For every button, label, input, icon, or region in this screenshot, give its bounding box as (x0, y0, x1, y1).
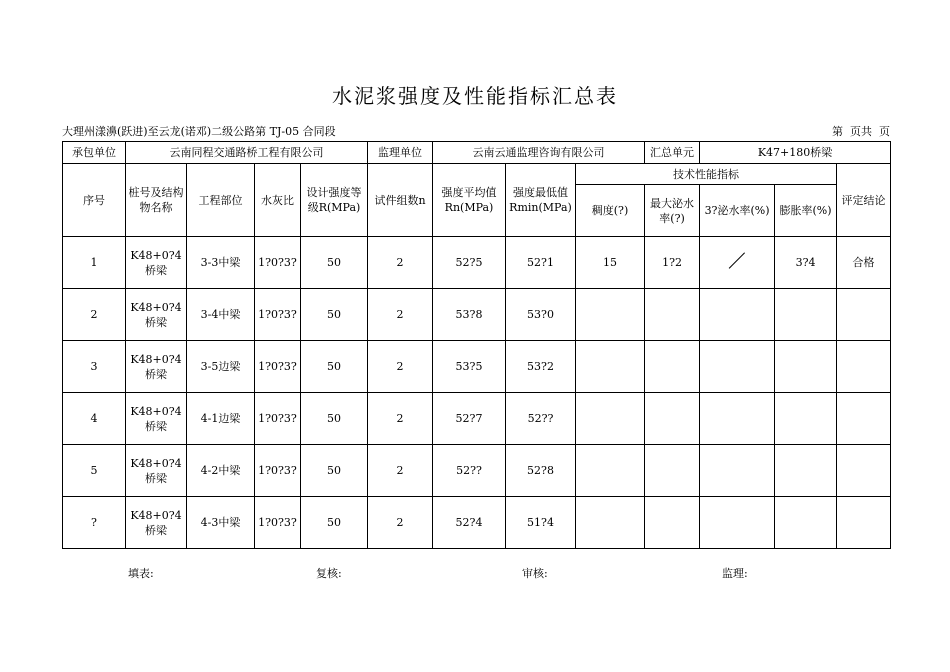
cell-grade: 50 (301, 497, 368, 549)
table-row (63, 237, 891, 289)
summary-label: 汇总单元 (645, 142, 700, 164)
cell-expansion (775, 289, 837, 341)
cell-pile: K48+0?4桥梁 (126, 445, 187, 497)
col-max-bleed: 最大泌水率(?) (645, 185, 700, 237)
cell-min: 52?? (506, 393, 576, 445)
cell-min: 53?0 (506, 289, 576, 341)
column-header-row (63, 164, 891, 185)
cell-grade: 50 (301, 289, 368, 341)
cell-verdict (837, 445, 891, 497)
cell-pile: K48+0?4桥梁 (126, 393, 187, 445)
cell-ratio: 1?0?3? (255, 393, 301, 445)
cell-ratio: 1?0?3? (255, 289, 301, 341)
cell-n: 2 (368, 445, 433, 497)
col-consistency: 稠度(?) (576, 185, 645, 237)
col-part: 工程部位 (187, 164, 255, 237)
project-name: 大理州漾濞(跃进)至云龙(诺邓)二级公路第 TJ-05 合同段 (62, 125, 336, 138)
table-row (63, 341, 891, 393)
cell-min: 52?1 (506, 237, 576, 289)
cell-min: 51?4 (506, 497, 576, 549)
table-row (63, 497, 891, 549)
cell-part: 3-5边梁 (187, 341, 255, 393)
col-expansion: 膨胀率(%) (775, 185, 837, 237)
cell-part: 3-4中梁 (187, 289, 255, 341)
contractor-value: 云南同程交通路桥工程有限公司 (126, 142, 368, 164)
cell-expansion: 3?4 (775, 237, 837, 289)
cell-avg: 52?7 (433, 393, 506, 445)
cell-consistency (576, 393, 645, 445)
cell-grade: 50 (301, 445, 368, 497)
project-line (62, 123, 890, 139)
cell-bleed-3h (700, 237, 775, 289)
page-info: 第 页共 页 (832, 125, 890, 138)
cell-grade: 50 (301, 393, 368, 445)
cell-bleed-3h (700, 497, 775, 549)
page-title: 水泥浆强度及性能指标汇总表 (332, 84, 618, 108)
cell-verdict (837, 341, 891, 393)
cell-consistency (576, 341, 645, 393)
cell-max-bleed (645, 393, 700, 445)
cell-seq: 4 (63, 393, 126, 445)
cell-ratio: 1?0?3? (255, 341, 301, 393)
cell-max-bleed: 1?2 (645, 237, 700, 289)
col-wc-ratio: 水灰比 (255, 164, 301, 237)
cell-n: 2 (368, 393, 433, 445)
cell-n: 2 (368, 289, 433, 341)
filler-label: 填表: (128, 567, 154, 580)
cell-ratio: 1?0?3? (255, 237, 301, 289)
col-min-strength: 强度最低值Rmin(MPa) (506, 164, 576, 237)
cell-expansion (775, 341, 837, 393)
cell-part: 4-1边梁 (187, 393, 255, 445)
cell-seq: 2 (63, 289, 126, 341)
cell-bleed-3h (700, 289, 775, 341)
cell-ratio: 1?0?3? (255, 445, 301, 497)
supervisor-label: 监理单位 (368, 142, 433, 164)
cell-max-bleed (645, 289, 700, 341)
supervisor-sign-label: 监理: (722, 567, 748, 580)
cell-bleed-3h (700, 341, 775, 393)
cell-expansion (775, 393, 837, 445)
cell-pile: K48+0?4桥梁 (126, 237, 187, 289)
cell-grade: 50 (301, 237, 368, 289)
cell-max-bleed (645, 445, 700, 497)
cell-min: 53?2 (506, 341, 576, 393)
cell-min: 52?8 (506, 445, 576, 497)
cell-avg: 52?? (433, 445, 506, 497)
contractor-label: 承包单位 (63, 142, 126, 164)
col-verdict: 评定结论 (837, 164, 891, 237)
cell-grade: 50 (301, 341, 368, 393)
col-tech-group: 技术性能指标 (576, 164, 837, 185)
header-info-row (63, 142, 891, 164)
cell-pile: K48+0?4桥梁 (126, 341, 187, 393)
table-row (63, 289, 891, 341)
cell-n: 2 (368, 237, 433, 289)
auditor-label: 审核: (522, 567, 548, 580)
cell-verdict (837, 289, 891, 341)
cell-seq: 3 (63, 341, 126, 393)
cell-ratio: 1?0?3? (255, 497, 301, 549)
col-group-count: 试件组数n (368, 164, 433, 237)
reviewer-label: 复核: (316, 567, 342, 580)
cell-part: 4-2中梁 (187, 445, 255, 497)
cell-part: 3-3中梁 (187, 237, 255, 289)
cell-verdict: 合格 (837, 237, 891, 289)
cell-bleed-3h (700, 393, 775, 445)
cell-seq: 1 (63, 237, 126, 289)
cell-n: 2 (368, 341, 433, 393)
cell-consistency: 15 (576, 237, 645, 289)
slash-mark (728, 252, 746, 270)
col-avg-strength: 强度平均值Rn(MPa) (433, 164, 506, 237)
col-bleed-3h: 3?泌水率(%) (700, 185, 775, 237)
cell-max-bleed (645, 497, 700, 549)
cell-pile: K48+0?4桥梁 (126, 289, 187, 341)
cell-consistency (576, 289, 645, 341)
summary-table (62, 141, 891, 549)
cell-avg: 52?4 (433, 497, 506, 549)
cell-part: 4-3中梁 (187, 497, 255, 549)
cell-seq: ? (63, 497, 126, 549)
cell-consistency (576, 445, 645, 497)
cell-verdict (837, 393, 891, 445)
col-pile: 桩号及结构物名称 (126, 164, 187, 237)
cell-expansion (775, 445, 837, 497)
supervisor-value: 云南云通监理咨询有限公司 (433, 142, 645, 164)
cell-pile: K48+0?4桥梁 (126, 497, 187, 549)
col-seq: 序号 (63, 164, 126, 237)
cell-n: 2 (368, 497, 433, 549)
cell-avg: 53?5 (433, 341, 506, 393)
cell-verdict (837, 497, 891, 549)
cell-expansion (775, 497, 837, 549)
summary-value: K47+180桥梁 (700, 142, 891, 164)
cell-consistency (576, 497, 645, 549)
cell-avg: 52?5 (433, 237, 506, 289)
cell-max-bleed (645, 341, 700, 393)
cell-bleed-3h (700, 445, 775, 497)
table-row (63, 445, 891, 497)
cell-seq: 5 (63, 445, 126, 497)
table-row (63, 393, 891, 445)
cell-avg: 53?8 (433, 289, 506, 341)
col-design-grade: 设计强度等级R(MPa) (301, 164, 368, 237)
